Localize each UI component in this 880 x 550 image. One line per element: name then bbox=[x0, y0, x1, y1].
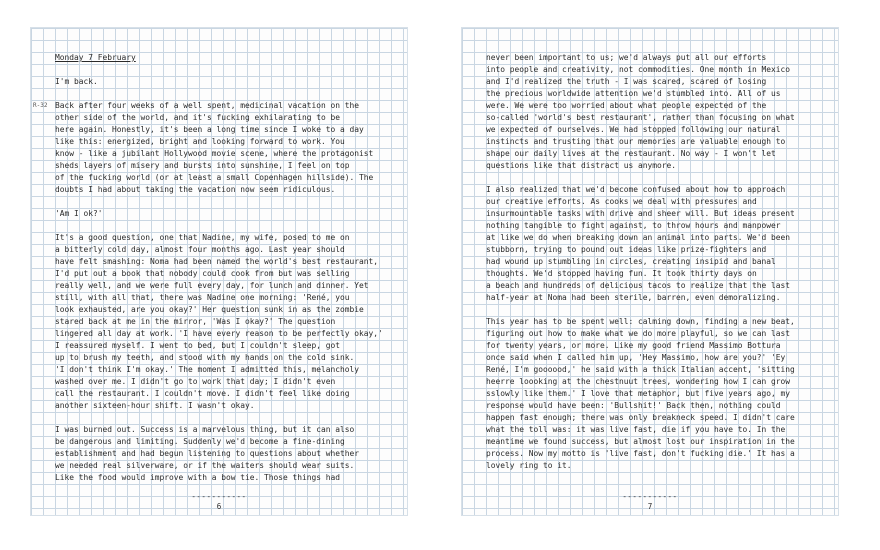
page-footer bbox=[31, 492, 407, 512]
right-page-text bbox=[486, 52, 822, 484]
paragraph: 'Am I ok?' bbox=[55, 209, 103, 218]
right-page bbox=[461, 27, 839, 516]
paragraph: I was burned out. Success is a marvelous thing, but it can also be dangerous and limiting. Suddenly we'd become a fine-dining establishment and had begun listening to questions about whether we needed real silverware, or if the waiters should wear suits. Like the food would improve with a bow tie. Those things had bbox=[55, 425, 360, 482]
paragraph: This year has to be spent well: calming down, finding a new beat, figuring out how to make what we do more playful, so we can last for twenty years, or more. Like my good friend Massimo Bottura once said when I called him up, 'Hey Massimo, how are you?' 'Ey René, I'm goooood,' he said with a thick Italian accent, 'sitting heerre loooking at the chestnuut trees, wondering how I can grow sslowly like them.' I love that metaphor, but five years ago, my response would have been: 'Bullshit!' Back then, nothing could happen fast enough; there was only breakneck speed. I didn't care what the toll was: it was live fast, die if you have to. In the meantime we found success, but almost lost our inspiration in the process. Now my motto is 'live fast, don't fucking die.' It has a lovely ring to it. bbox=[486, 317, 795, 470]
paragraph: Back after four weeks of a well spent, medicinal vacation on the other side of the world, and it's fucking exhilarating to be here again. Honestly, it's been a long time since I woke to a day like this: energized, bright and looking forward to work. You know - like a jubilant Hollywood movie scene, where the protagonist sheds layers of misery and bursts into sunshine, I feel on top of the fucking world (or at least a small Copenhagen hillside). The doubts I had about taking the vacation now seem ridiculous. bbox=[55, 101, 374, 194]
page-footer bbox=[462, 492, 838, 512]
left-page bbox=[30, 27, 408, 516]
footer-rule: ----------- bbox=[622, 492, 678, 501]
left-page-text bbox=[55, 52, 391, 496]
paragraph: I'm back. bbox=[55, 77, 98, 86]
margin-marker: R-32 bbox=[33, 102, 48, 109]
footer-rule: ----------- bbox=[191, 492, 247, 501]
date-heading: Monday 7 February bbox=[55, 53, 136, 62]
page-number: 7 bbox=[647, 502, 653, 511]
page-number: 6 bbox=[216, 502, 222, 511]
paragraph: It's a good question, one that Nadine, my wife, posed to me on a bitterly cold day, almost four months ago. Last year should have felt smashing: Noma had been named the world's best restaurant, I'd put out a book that nobody could cook from but was selling really well, and we were full every day, for lunch and dinner. Yet still, with all that, there was Nadine one morning: 'René, you look exhausted, are you okay?' Her question sunk in as the zombie stared back at me in the mirror, 'Was I okay?' The question lingered all day at work. 'I have every reason to be perfectly okay,' I reassured myself. I went to bed, but I couldn't sleep, got up to brush my teeth, and stood with my hands on the cold sink. 'I don't think I'm okay.' The moment I admitted this, melancholy washed over me. I didn't go to work that day; I didn't even call the restaurant. I couldn't move. I didn't feel like doing another sixteen-hour shift. I wasn't okay. bbox=[55, 233, 383, 410]
paragraph: never been important to us; we'd always put all our efforts into people and creativity, not commodities. One month in Mexico and I'd realized the truth - I was scared, scared of losing the precious worldwide attention we'd stumbled into. All of us were. We were too worried about what people expected of the so-called 'world's best restaurant', rather than focusing on what we expected of ourselves. We had stopped following our natural instincts and trusting that our memories are valuable enough to shape our daily lives at the restaurant. No way - I won't let questions like that distract us anymore. bbox=[486, 53, 795, 170]
paragraph: I also realized that we'd become confused about how to approach our creative efforts. As cooks we deal with pressures and insurmountable tasks with drive and sheer will. But ideas present nothing tangible to fight against, to throw hours and manpower at like we do when breaking down an animal into parts. We'd been stubborn, trying to pound out ideas like prize-fighters and had wound up stumbling in circles, creating insipid and banal thoughts. We'd stopped having fun. It took thirty days on a beach and hundreds of delicious tacos to realize that the last half-year at Noma had been sterile, barren, even demoralizing. bbox=[486, 185, 795, 302]
